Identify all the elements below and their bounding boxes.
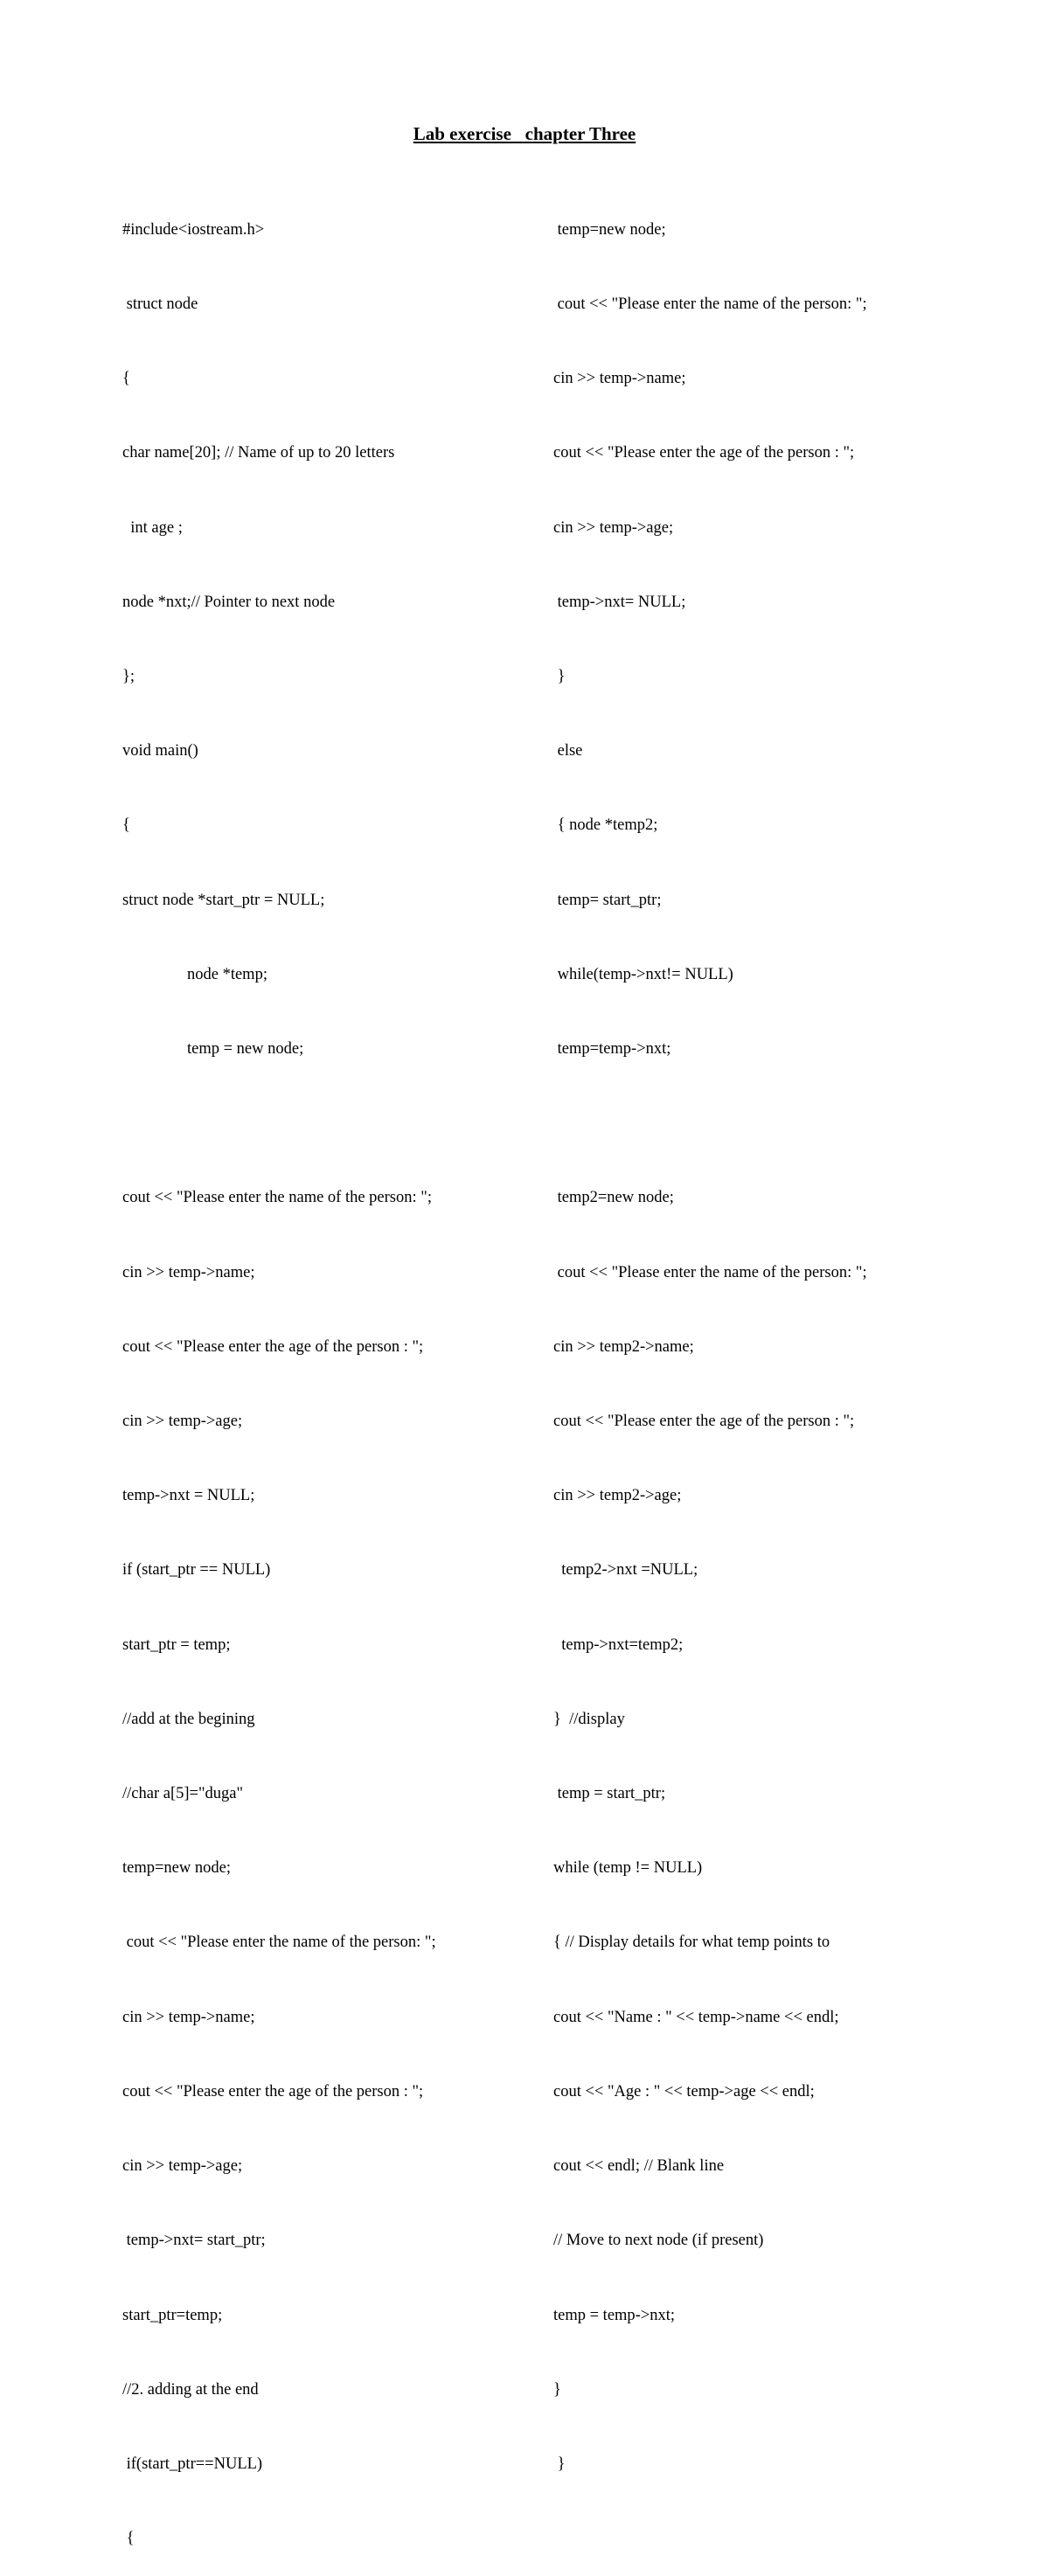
code-line: cout << "Please enter the age of the person : "; bbox=[122, 1337, 424, 1356]
code-line: temp= start_ptr; bbox=[553, 891, 662, 909]
code-line: void main() bbox=[122, 742, 198, 760]
code-line: temp->nxt = NULL; bbox=[122, 1487, 255, 1505]
code-column-right bbox=[553, 168, 867, 2502]
code-line: { node *temp2; bbox=[553, 816, 658, 835]
code-line: cin >> temp->name; bbox=[553, 370, 686, 388]
code-line: temp2=new node; bbox=[553, 1189, 674, 1207]
code-line: cout << "Please enter the name of the person: "; bbox=[553, 295, 867, 314]
code-line: cout << "Please enter the age of the person : "; bbox=[553, 1413, 855, 1431]
code-line: cout << "Please enter the name of the person: "; bbox=[553, 1263, 867, 1281]
code-line: else bbox=[553, 742, 583, 760]
code-line: { bbox=[122, 370, 130, 388]
code-line: cout << endl; // Blank line bbox=[553, 2157, 725, 2176]
code-line: temp = temp->nxt; bbox=[553, 2306, 676, 2324]
code-line bbox=[122, 1111, 436, 1135]
code-line: cin >> temp->age; bbox=[122, 2157, 243, 2176]
code-line: cout << "Age : " << temp->age << endl; bbox=[553, 2082, 815, 2100]
code-column-left bbox=[122, 168, 436, 2576]
code-line: if (start_ptr == NULL) bbox=[122, 1561, 271, 1580]
code-line: temp2->nxt =NULL; bbox=[553, 1561, 698, 1580]
code-line: //char a[5]="duga" bbox=[122, 1785, 244, 1803]
code-line: temp->nxt= NULL; bbox=[553, 593, 686, 611]
code-line: { // Display details for what temp points to bbox=[553, 1934, 830, 1952]
code-line: cout << "Please enter the name of the person: "; bbox=[122, 1934, 436, 1952]
code-line: // Move to next node (if present) bbox=[553, 2232, 764, 2250]
code-line: //add at the begining bbox=[122, 1710, 255, 1728]
code-line: } bbox=[553, 2454, 566, 2473]
code-line: temp=new node; bbox=[122, 1859, 231, 1878]
code-line: int age ; bbox=[122, 518, 183, 537]
code-line: } //display bbox=[553, 1710, 625, 1728]
code-line: temp=new node; bbox=[553, 220, 666, 239]
document-title: Lab exercise chapter Three bbox=[413, 123, 636, 144]
code-line: cout << "Name : " << temp->name << endl; bbox=[553, 2008, 839, 2026]
code-line: temp=temp->nxt; bbox=[553, 1040, 671, 1059]
code-line: { bbox=[122, 2530, 135, 2548]
code-line: cin >> temp2->name; bbox=[553, 1337, 694, 1356]
code-line: temp = new node; bbox=[122, 1040, 304, 1059]
code-line: temp->nxt=temp2; bbox=[553, 1635, 684, 1654]
code-line: #include<iostream.h> bbox=[122, 220, 265, 239]
code-line: { bbox=[122, 816, 130, 835]
code-line: cin >> temp->name; bbox=[122, 1263, 255, 1281]
code-line: start_ptr=temp; bbox=[122, 2306, 223, 2324]
code-line: struct node bbox=[122, 295, 198, 314]
code-line: temp->nxt= start_ptr; bbox=[122, 2232, 266, 2250]
code-line bbox=[553, 1111, 867, 1135]
code-line: node *nxt;// Pointer to next node bbox=[122, 593, 336, 611]
code-line: cout << "Please enter the age of the person : "; bbox=[553, 444, 855, 462]
code-line: cin >> temp->age; bbox=[553, 518, 674, 537]
code-line: temp = start_ptr; bbox=[553, 1785, 666, 1803]
code-line: cin >> temp->age; bbox=[122, 1413, 243, 1431]
code-line: }; bbox=[122, 668, 135, 686]
code-line: } bbox=[553, 2380, 561, 2399]
code-line: while (temp != NULL) bbox=[553, 1859, 703, 1878]
code-line: struct node *start_ptr = NULL; bbox=[122, 891, 325, 909]
code-line: //2. adding at the end bbox=[122, 2380, 259, 2399]
code-line: cout << "Please enter the name of the person: "; bbox=[122, 1189, 432, 1207]
code-line: cin >> temp2->age; bbox=[553, 1487, 682, 1505]
code-line: if(start_ptr==NULL) bbox=[122, 2454, 263, 2473]
code-line: cin >> temp->name; bbox=[122, 2008, 255, 2026]
code-line: while(temp->nxt!= NULL) bbox=[553, 965, 733, 983]
code-line: cout << "Please enter the age of the person : "; bbox=[122, 2082, 424, 2100]
code-line: node *temp; bbox=[122, 965, 267, 983]
code-line: char name[20]; // Name of up to 20 letters bbox=[122, 444, 395, 462]
code-line: } bbox=[553, 668, 566, 686]
code-line: start_ptr = temp; bbox=[122, 1635, 231, 1654]
